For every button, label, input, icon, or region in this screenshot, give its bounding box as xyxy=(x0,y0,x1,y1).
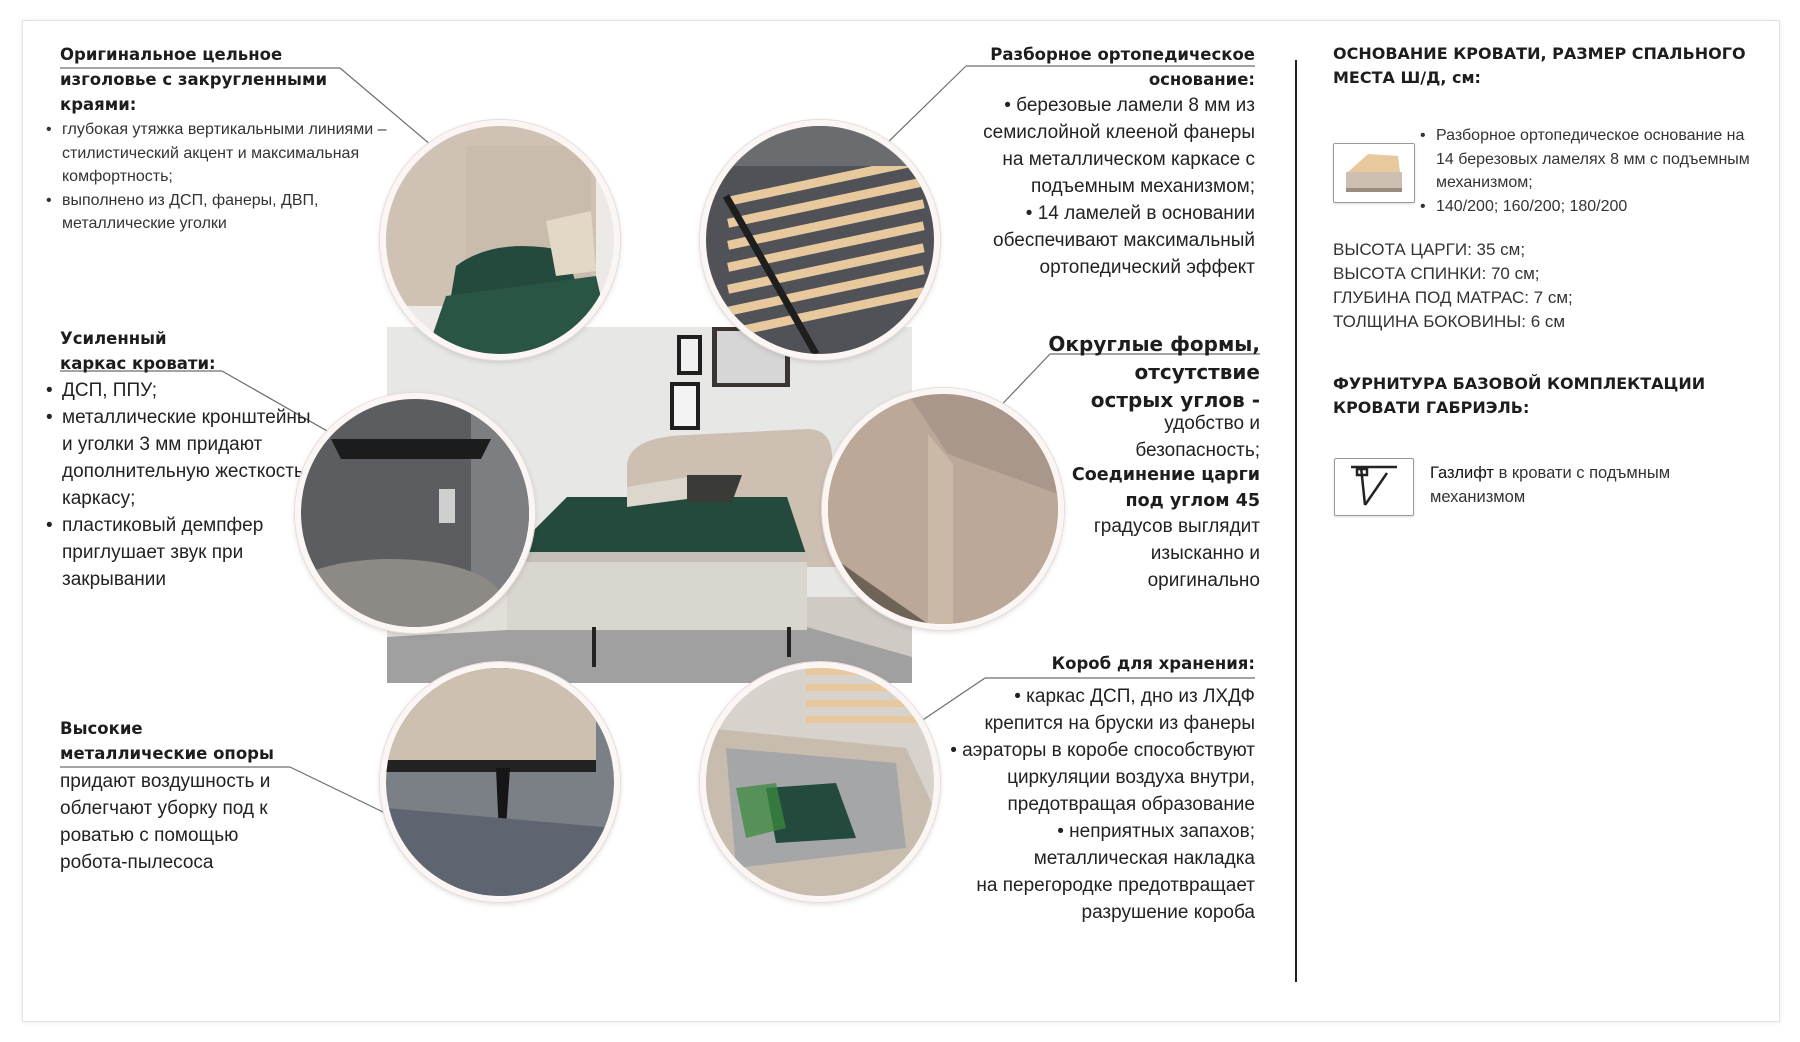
legs-circle-photo xyxy=(380,662,620,902)
hardware-title: ФУРНИТУРА БАЗОВОЙ КОМПЛЕКТАЦИИ КРОВАТИ ГАБРИЭЛЬ: xyxy=(1333,374,1706,417)
gaslift-description: Газлифт в кровати с подъмным механизмом xyxy=(1430,464,1671,506)
headboard-bullets xyxy=(46,118,396,236)
headboard-circle-photo xyxy=(380,120,620,360)
base-bullets xyxy=(965,92,1255,281)
base-title: Разборное ортопедическое основание: xyxy=(990,45,1255,89)
legs-title: Высокие металлические опоры xyxy=(60,719,274,763)
storage-title: Короб для хранения: xyxy=(1051,654,1255,673)
column-divider xyxy=(1295,60,1297,982)
shapes-title2: Соединение царги под углом 45 xyxy=(1071,465,1260,511)
shapes-text1: удобство и безопасность; xyxy=(1135,413,1260,461)
base-circle-photo xyxy=(700,120,940,360)
list-item: • пластиковый демпфер приглушает звук при закрывании xyxy=(46,512,311,593)
list-item: • ДСП, ППУ; xyxy=(46,377,311,404)
list-item: • 14 ламелей в основании обеспечивают максимальный ортопедический эффект xyxy=(965,200,1255,281)
shapes-text2: градусов выглядит изысканно и оригинально xyxy=(1093,516,1260,591)
legs-text: придают воздушность и облегчают уборку под к роватью с помощью робота-пылесоса xyxy=(60,771,271,873)
list-item: • выполнено из ДСП, фанеры, ДВП, металлические уголки xyxy=(46,189,396,236)
frame-bullets xyxy=(46,377,311,593)
bed-base-thumbnail xyxy=(1333,143,1415,203)
gaslift-icon xyxy=(1334,458,1414,516)
list-item: • металлические кронштейны и уголки 3 мм придают дополнительную жесткость каркасу; xyxy=(46,404,311,512)
base-spec-list xyxy=(1420,124,1760,218)
list-item: • Разборное ортопедическое основание на 14 березовых ламелях 8 мм с подъемным механизмом; xyxy=(1420,124,1760,195)
storage-circle-photo xyxy=(700,662,940,902)
list-item: • 140/200; 160/200; 180/200 xyxy=(1420,195,1760,219)
frame-title: Усиленный каркас кровати: xyxy=(60,329,216,373)
dimension-specs: ВЫСОТА ЦАРГИ: 35 см; ВЫСОТА СПИНКИ: 70 см; ГЛУБИНА ПОД МАТРАС: 7 см; ТОЛЩИНА БОКОВИНЫ: 6 см xyxy=(1333,240,1573,331)
storage-text: • каркас ДСП, дно из ЛХДФ крепится на бруски из фанеры • аэраторы в коробе способствуют циркуляции воздуха внутри, предотвращая образование • неприятных запахов; металлическая накладка на перегородке предотвращает разрушение короба xyxy=(950,686,1255,923)
list-item: • березовые ламели 8 мм из семислойной клееной фанеры на металлическом каркасе с подъемным механизмом; xyxy=(965,92,1255,200)
list-item: • глубокая утяжка вертикальными линиями – стилистический акцент и максимальная комфортность; xyxy=(46,118,396,189)
specs-title: ОСНОВАНИЕ КРОВАТИ, РАЗМЕР СПАЛЬНОГО МЕСТА Ш/Д, см: xyxy=(1333,44,1746,87)
frame-circle-photo xyxy=(295,393,535,633)
shapes-title: Округлые формы, отсутствие острых углов - xyxy=(1048,332,1260,412)
headboard-title: Оригинальное цельное изголовье с закругленными краями: xyxy=(60,45,328,114)
gaslift-label: Газлифт xyxy=(1430,464,1494,482)
